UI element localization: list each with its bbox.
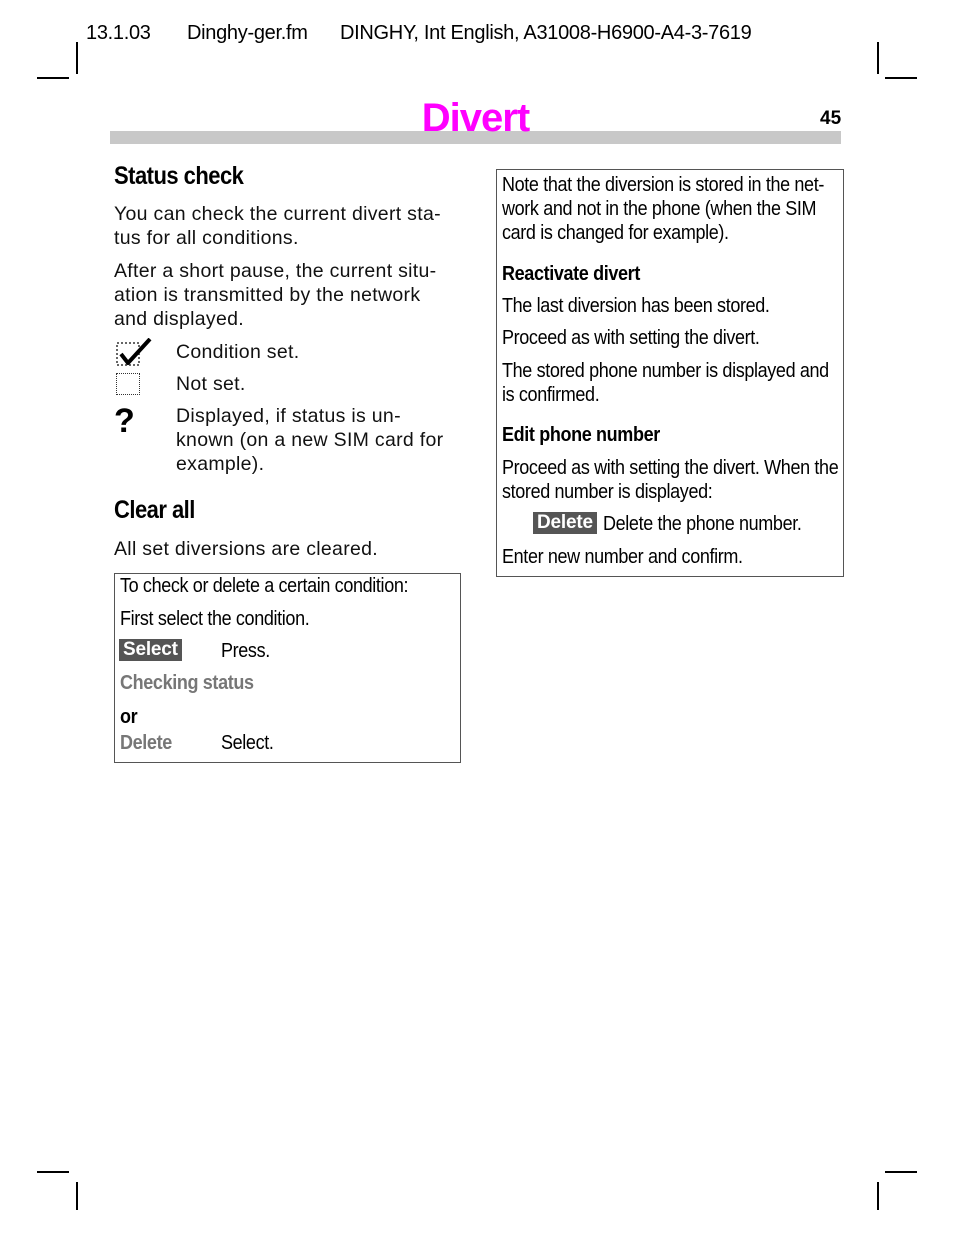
text-line: Proceed as with setting the divert. When the bbox=[502, 457, 839, 479]
text-line: is confirmed. bbox=[502, 384, 600, 406]
text-line: Displayed, if status is un- bbox=[176, 405, 401, 427]
header-doc-id: DINGHY, Int English, A31008-H6900-A4-3-7619 bbox=[340, 22, 752, 44]
reactivate-text: Proceed as with setting the divert. bbox=[502, 327, 760, 349]
text-line: and displayed. bbox=[114, 308, 244, 330]
text-line: work and not in the phone (when the SIM bbox=[502, 198, 817, 220]
text-line: Note that the diversion is stored in the net- bbox=[502, 174, 824, 196]
header-date: 13.1.03 bbox=[86, 22, 151, 44]
status-check-heading: Status check bbox=[114, 162, 244, 190]
text-line: You can check the current divert sta- bbox=[114, 203, 441, 225]
legend-condition-set: Condition set. bbox=[176, 341, 300, 363]
status-check-description bbox=[114, 259, 464, 331]
crop-mark bbox=[76, 42, 78, 74]
edit-text bbox=[502, 456, 838, 504]
reactivate-heading: Reactivate divert bbox=[502, 263, 640, 285]
instruction-line: First select the condition. bbox=[120, 608, 310, 630]
or-label: or bbox=[120, 706, 138, 728]
question-mark-icon: ? bbox=[114, 402, 135, 440]
delete-softkey: Delete bbox=[533, 512, 597, 534]
header-filename: Dinghy-ger.fm bbox=[187, 22, 308, 44]
text-line: ation is transmitted by the network bbox=[114, 284, 421, 306]
edit-text: Enter new number and confirm. bbox=[502, 546, 743, 568]
crop-mark bbox=[877, 1182, 879, 1210]
select-softkey: Select bbox=[119, 639, 182, 661]
text-line: tus for all conditions. bbox=[114, 227, 299, 249]
edit-number-heading: Edit phone number bbox=[502, 424, 660, 446]
checkbox-checked-icon bbox=[116, 338, 154, 368]
crop-mark bbox=[877, 42, 879, 74]
clear-all-text: All set diversions are cleared. bbox=[114, 538, 378, 560]
status-check-intro bbox=[114, 202, 464, 250]
menu-item-delete: Delete bbox=[120, 732, 172, 754]
text-line: card is changed for example). bbox=[502, 222, 729, 244]
crop-mark bbox=[37, 1171, 69, 1173]
crop-mark bbox=[76, 1182, 78, 1210]
menu-item-action: Select. bbox=[221, 732, 274, 754]
softkey-action: Delete the phone number. bbox=[603, 513, 802, 535]
note-text bbox=[502, 173, 824, 245]
text-line: example). bbox=[176, 453, 265, 475]
crop-mark bbox=[885, 1171, 917, 1173]
checkbox-empty-icon bbox=[116, 373, 140, 395]
legend-not-set: Not set. bbox=[176, 373, 246, 395]
crop-mark bbox=[885, 77, 917, 79]
page-title: Divert bbox=[421, 96, 530, 140]
menu-item-checking-status: Checking status bbox=[120, 672, 254, 694]
text-line: known (on a new SIM card for bbox=[176, 429, 444, 451]
text-line: The stored phone number is displayed and bbox=[502, 360, 829, 382]
text-line: After a short pause, the current situ- bbox=[114, 260, 437, 282]
crop-mark bbox=[37, 77, 69, 79]
softkey-action: Press. bbox=[221, 640, 270, 662]
clear-all-heading: Clear all bbox=[114, 496, 195, 524]
reactivate-text: The last diversion has been stored. bbox=[502, 295, 770, 317]
legend-unknown bbox=[176, 404, 466, 476]
page-number: 45 bbox=[820, 108, 842, 129]
reactivate-text bbox=[502, 359, 829, 407]
text-line: stored number is displayed: bbox=[502, 481, 713, 503]
instruction-line: To check or delete a certain condition: bbox=[120, 575, 409, 597]
